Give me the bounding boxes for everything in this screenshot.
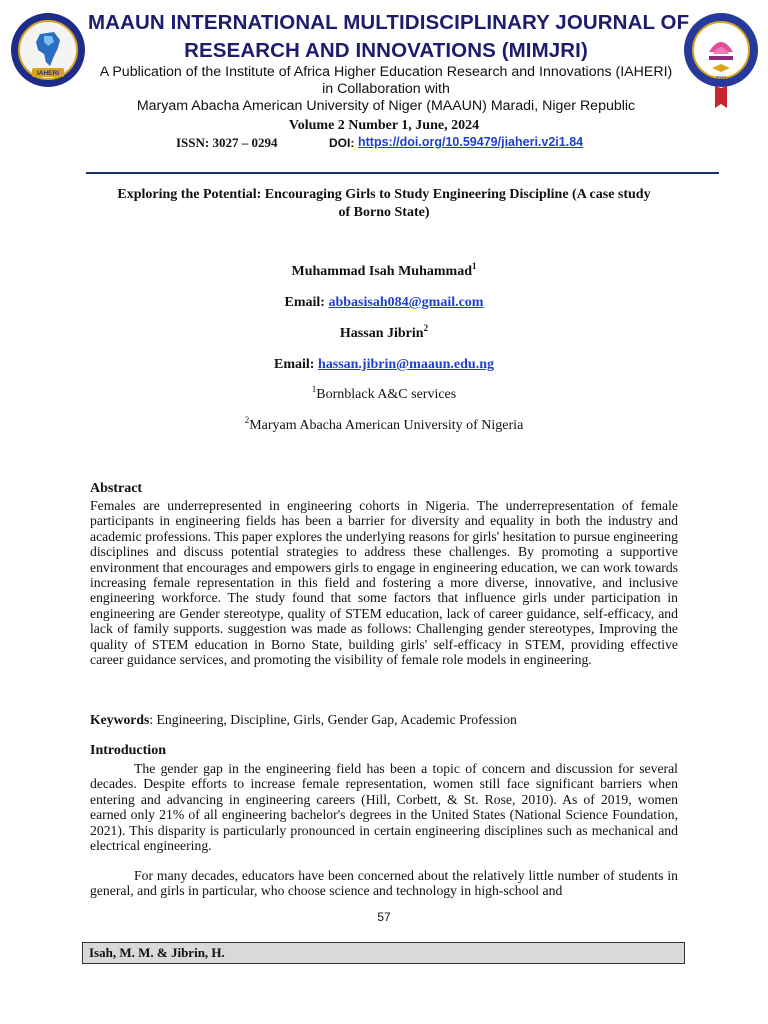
author1-name: Muhammad Isah Muhammad [291,264,472,279]
keywords-line [90,712,678,727]
issn: ISSN: 3027 – 0294 [176,135,278,150]
article-title-line2: of Borno State) [338,205,430,220]
university-line: Maryam Abacha American University of Niger (MAAUN) Maradi, Niger Republic [136,98,636,114]
header-divider [86,172,719,174]
iaheri-logo-icon [10,12,86,88]
right-logo-year: 2021 [715,76,727,82]
affil1-text: Bornblack A&C services [316,387,457,402]
abstract-text: Females are underrepresented in engineering cohorts in Nigeria. The underrepresentation of female participants in engineering fields has been a barrier for diversity and equality in both the industry and academic professions. This paper explores the underlying reasons for girls' hesitation to pursue engineering disciplines and discuss potential strategies to address these challenges. By promoting a supportive environment that encourages and empowers girls to engage in engineering education, we can work towards increasing female representation in this field and fostering a more diverse, innovative, and inclusive engineering workforce. The study found that some factors that influence girls under participation in engineering are Gender stereotype, quality of STEM education, lack of career guidance, self-efficacy, and lack of family supports. suggestion was made as follows: Challenging gender stereotypes, Improving the quality of STEM education in Borno State, building girls' self-efficacy in STEM, providing effective career guidance services, and promoting the visibility of female role models in engineering. [90,498,678,668]
collaboration-line: in Collaboration with [322,81,450,97]
journal-title-line2: RESEARCH AND INNOVATIONS (MIMJRI) [184,39,588,62]
abstract-heading: Abstract [90,481,143,496]
introduction-paragraph-1: The gender gap in the engineering field has been a topic of concern and discussion for several decades. Despite efforts to increase female representation, women still face significant barriers when entering and advancing in engineering careers (Hill, Corbett, & St. Rose, 2010). As of 2019, women earned only 21% of all engineering bachelor's degrees in the United States (National Science Foundation, 2021). This disparity is particularly pronounced in certain engineering disciplines such as mechanical and electrical engineering. [90,761,678,854]
email-label: Email: [284,295,325,310]
author2-sup: 2 [423,323,429,333]
affiliation-2 [0,415,768,434]
introduction-paragraph-2: For many decades, educators have been concerned about the relatively little number of students in general, and girls in particular, who choose science and technology in high-school and [90,868,678,899]
author1-email-link[interactable]: abbasisah084@gmail.com [328,295,484,310]
author1-sup: 1 [471,261,477,271]
email-label-2: Email: [274,357,315,372]
affil2-text: Maryam Abacha American University of Nigeria [249,418,524,433]
author2 [0,323,768,342]
keywords-label: Keywords [90,712,150,727]
maaun-logo-icon [682,12,760,112]
author1 [0,261,768,280]
affil1-sup: 1 [311,384,317,394]
doi-link[interactable]: https://doi.org/10.59479/jiaheri.v2i1.84 [358,135,584,149]
publication-line: A Publication of the Institute of Africa Higher Education Research and Innovations (IAHERI) [99,64,673,80]
article-title-line1: Exploring the Potential: Encouraging Girls to Study Engineering Discipline (A case study [117,187,651,202]
introduction-heading: Introduction [90,743,166,758]
author2-name: Hassan Jibrin [339,326,424,341]
journal-title-line1: MAAUN INTERNATIONAL MULTIDISCIPLINARY JOURNAL OF [88,11,690,34]
doi-label: DOI: [329,136,355,150]
running-author: Isah, M. M. & Jibrin, H. [89,945,225,960]
left-logo-text: IAHERI [36,70,60,77]
keywords-text: : Engineering, Discipline, Girls, Gender Gap, Academic Profession [149,712,517,727]
page-number: 57 [377,910,391,924]
article-title [88,186,680,222]
affil2-sup: 2 [244,415,250,425]
author1-email-line [0,295,768,311]
author2-email-line [0,357,768,373]
running-footer [82,942,685,964]
affiliation-1 [0,384,768,403]
author2-email-link[interactable]: hassan.jibrin@maaun.edu.ng [317,357,494,372]
volume-issue: Volume 2 Number 1, June, 2024 [288,118,480,133]
